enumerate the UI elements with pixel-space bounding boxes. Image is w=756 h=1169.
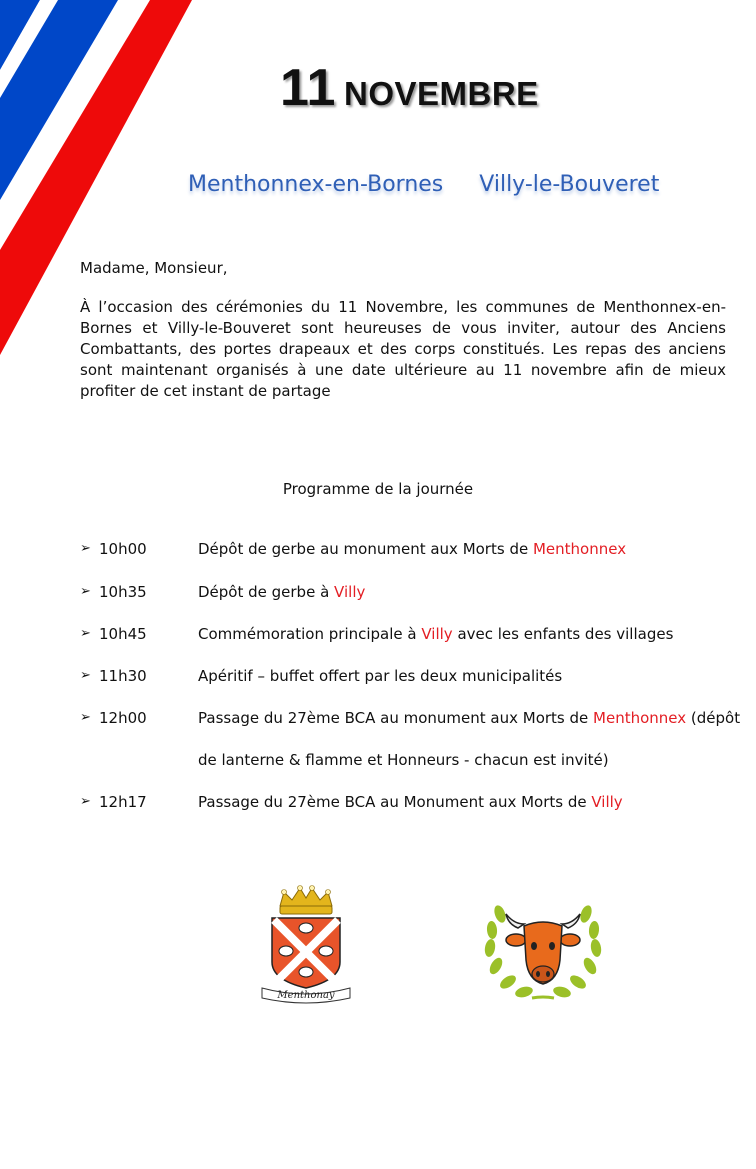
arrow-bullet-icon: ➢	[80, 710, 91, 725]
arrow-bullet-icon: ➢	[80, 668, 91, 683]
program-title: Programme de la journée	[282, 480, 474, 498]
schedule-text: Commémoration principale à Villy avec les enfants des villages	[198, 625, 674, 643]
schedule-time: 10h35	[99, 583, 147, 601]
schedule-time: 10h00	[99, 540, 147, 558]
schedule-place: Menthonnex	[532, 540, 627, 558]
town-names	[188, 172, 708, 197]
shield-icon	[272, 918, 340, 988]
schedule-text: Dépôt de gerbe au monument aux Morts de Menthonnex	[198, 540, 627, 558]
schedule-text: Dépôt de gerbe à Villy	[198, 583, 366, 601]
schedule-time: 11h30	[99, 667, 147, 685]
coat-caption: Menthonay	[277, 990, 335, 1001]
arrow-bullet-icon: ➢	[80, 626, 91, 641]
letter-greeting: Madame, Monsieur,	[80, 259, 228, 277]
town-menthonnex: Menthonnex-en-Bornes	[188, 172, 444, 197]
schedule-place: Villy	[334, 583, 366, 601]
schedule-text: Passage du 27ème BCA au Monument aux Morts de Villy	[198, 793, 623, 811]
cow-head-icon	[506, 914, 580, 984]
arrow-bullet-icon: ➢	[80, 584, 91, 599]
arrow-bullet-icon: ➢	[80, 794, 91, 809]
title-word: NOVEMBRE	[343, 75, 539, 112]
schedule-text: Apéritif – buffet offert par les deux municipalités	[198, 667, 563, 685]
letter-intro: À l’occasion des cérémonies du 11 Novembre, les communes de Menthonnex-en-Bornes et Villy-le-Bouveret sont heureuses de vous inviter, autour des Anciens Combattants, des portes drapeaux et des corps constitués. Les repas des anciens sont maintenant organisés à une date ultérieure au 11 novembre afin de mieux profiter de cet instant de partage	[80, 298, 726, 400]
page-title	[280, 58, 610, 118]
crown-icon	[280, 886, 332, 915]
schedule-place: Villy	[591, 793, 623, 811]
title-number: 11	[280, 59, 336, 117]
villy-cow-logo	[480, 900, 606, 1006]
schedule-place: Menthonnex	[593, 709, 687, 727]
town-villy: Villy-le-Bouveret	[479, 172, 660, 197]
menthonnex-coat-of-arms-logo	[256, 884, 356, 1004]
schedule-time: 12h17	[99, 793, 147, 811]
arrow-bullet-icon: ➢	[80, 541, 91, 556]
schedule-item-continuation: de lanterne & flamme et Honneurs - chacun est invité)	[198, 751, 609, 769]
schedule-time: 10h45	[99, 625, 147, 643]
schedule-text: Passage du 27ème BCA au monument aux Morts de Menthonnex (dépôt	[198, 709, 741, 727]
schedule-place: Villy	[421, 625, 453, 643]
schedule-time: 12h00	[99, 709, 147, 727]
